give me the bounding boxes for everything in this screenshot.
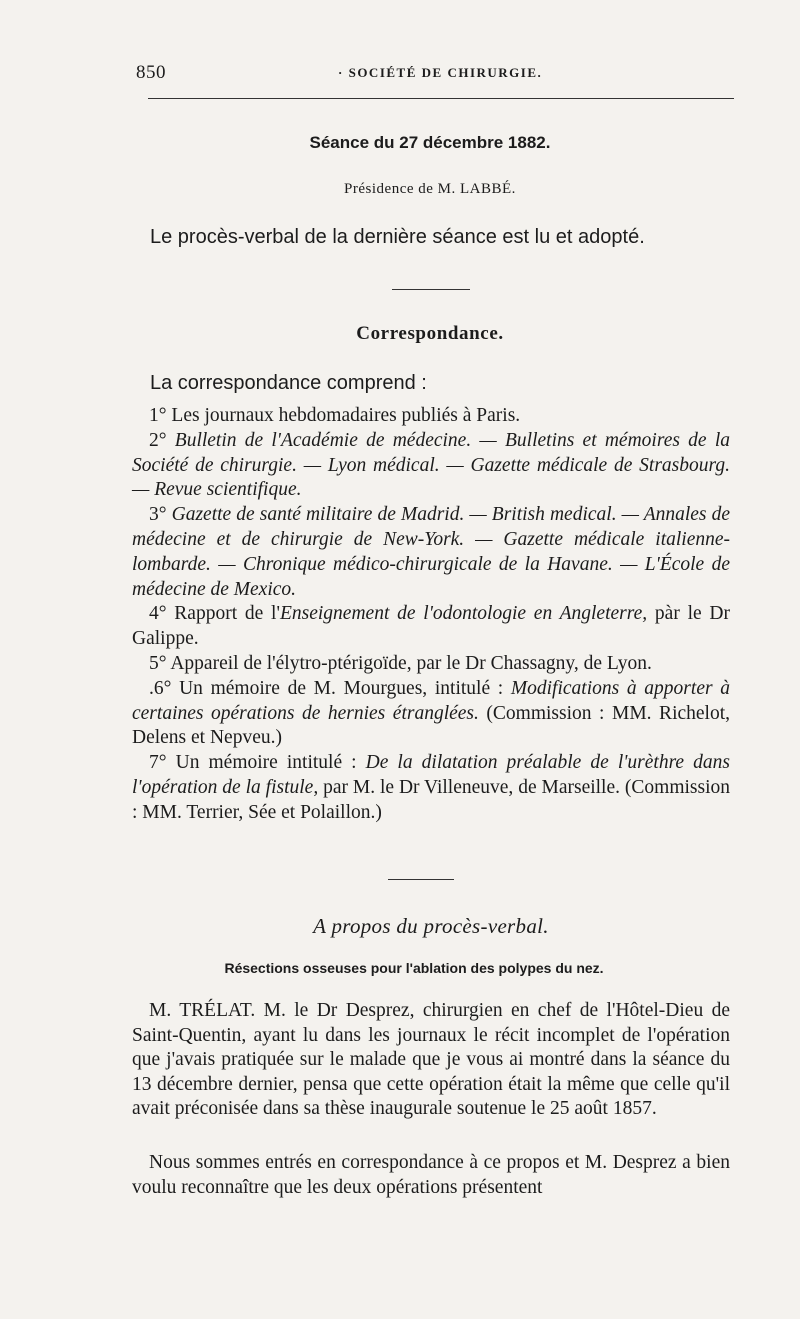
item-title-italic: Modifications à apporter à certaines opérations de hernies étranglées. [132,677,730,724]
item-title-italic: Gazette de santé militaire de Madrid. — British medical. — Annales de médecine et de chirurgie de New-York. — Gazette médicale italienne-lombarde. — Chronique médico-chirurgicale de la Havane. — L'École de médecine de Mexico. [132,504,730,600]
page-number: 850 [136,62,166,83]
speaker-name: M. TRÉLAT. [149,1000,256,1021]
correspondance-item [132,602,730,652]
paragraph-text: M. le Dr Desprez, chirurgien en chef de l'Hôtel-Dieu de Saint-Quentin, ayant lu dans les journaux le récit incomplet de l'opération que j'avais pratiquée sur le malade que je vous ai montré dans la séance du 13 décembre dernier, pensa que cette opération était la même que celle qu'il avait préconisée dans sa thèse inaugurale soutenue le 25 août 1857. [132,1000,730,1120]
body-paragraph: Nous sommes entrés en correspondance à ce propos et M. Desprez a bien voulu reconnaître que les deux opérations présentent [132,1152,730,1198]
body-paragraph [132,999,730,1122]
item-text: pàr le Dr Galippe. [132,603,730,650]
running-header [132,62,732,86]
proces-verbal-line: Le procès-verbal de la dernière séance est lu et adopté. [150,226,645,248]
item-text: .6° Un mémoire de M. Mourgues, intitulé : [149,677,511,699]
correspondance-item [132,429,730,503]
correspondance-list [132,404,730,826]
running-title: · SOCIÉTÉ DE CHIRURGIE. [338,65,543,80]
item-text: 5° Appareil de l'élytro-ptérigoïde, par le Dr Chassagny, de Lyon. [149,652,652,674]
item-text: 4° Rapport de l' [149,603,280,625]
apropos-title: A propos du procès-verbal. [313,914,549,938]
correspondance-item [132,677,730,751]
session-title: Séance du 27 décembre 1882. [309,133,551,152]
item-title-italic: Bulletin de l'Académie de médecine. — Bulletins et mémoires de la Société de chirurgie. — Lyon médical. — Gazette médicale de Strasbourg. — Revue scientifique. [132,429,730,501]
section-divider [388,879,454,880]
item-text: 2° [149,429,175,451]
correspondance-item [132,652,730,677]
item-title-italic: Enseignement de l'odontologie en Angleterre, [279,603,648,625]
correspondance-item [132,503,730,602]
item-title-italic: De la dilatation préalable de l'urèthre dans l'opération de la fistule, [132,752,730,798]
item-text: (Commission : MM. Richelot, Delens et Nepveu.) [132,702,731,749]
header-rule [148,98,734,99]
item-text: 3° [149,504,172,526]
section-divider [392,289,470,290]
item-text: par M. le Dr Villeneuve, de Marseille. (Commission : MM. Terrier, Sée et Polaillon.) [132,776,730,823]
resections-subtitle: Résections osseuses pour l'ablation des polypes du nez. [224,960,604,976]
correspondance-title: Correspondance. [356,323,504,344]
item-text: 1° Les journaux hebdomadaires publiés à Paris. [149,405,521,426]
correspondance-item [132,751,730,825]
correspondance-intro: La correspondance comprend : [150,372,427,394]
correspondance-item [132,404,730,429]
presidence-line: Présidence de M. LABBÉ. [344,181,516,197]
item-text: 7° Un mémoire intitulé : [149,752,366,774]
